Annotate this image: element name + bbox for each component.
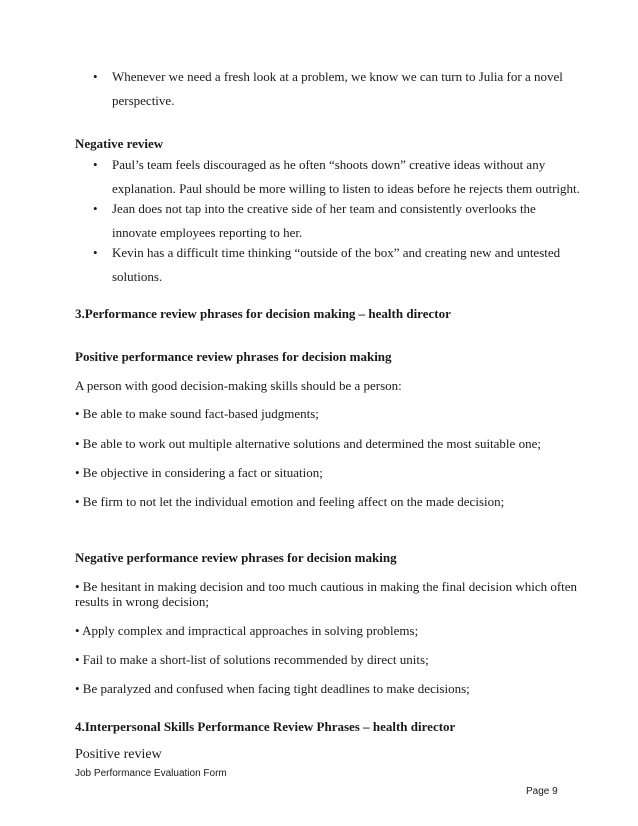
bullet-text: explanation. Paul should be more willing to listen to ideas before he rejects them outright. <box>112 181 580 196</box>
subsection-heading: Positive performance review phrases for decision making <box>75 349 392 364</box>
footer-form-name: Job Performance Evaluation Form <box>75 768 227 779</box>
section-heading: 3.Performance review phrases for decision making – health director <box>75 306 451 321</box>
bullet-text: Kevin has a difficult time thinking “outside of the box” and creating new and untested <box>112 245 561 260</box>
negative-review-heading: Negative review <box>75 136 164 151</box>
intro-text: A person with good decision-making skills should be a person: <box>75 378 402 393</box>
bullet-dot: • <box>93 201 98 216</box>
list-item: • Be firm to not let the individual emotion and feeling affect on the made decision; <box>75 494 505 509</box>
bullet-text: solutions. <box>112 269 163 284</box>
list-item: • Be objective in considering a fact or situation; <box>75 465 323 480</box>
bullet-dot: • <box>93 245 98 260</box>
bullet-text: innovate employees reporting to her. <box>112 225 303 240</box>
subsection-label: Positive review <box>75 747 162 762</box>
bullet-dot: • <box>93 69 98 84</box>
list-item: • Be able to work out multiple alternative solutions and determined the most suitable one; <box>75 436 541 451</box>
bullet-text: Whenever we need a fresh look at a problem, we know we can turn to Julia for a novel <box>112 69 563 84</box>
section-heading: 4.Interpersonal Skills Performance Review Phrases – health director <box>75 719 456 734</box>
list-item: • Apply complex and impractical approaches in solving problems; <box>75 623 419 638</box>
bullet-text: Paul’s team feels discouraged as he often “shoots down” creative ideas without any <box>112 157 546 172</box>
page-number: Page 9 <box>526 786 558 797</box>
list-item: • Be able to make sound fact-based judgments; <box>75 406 319 421</box>
list-item: • Be hesitant in making decision and too much cautious in making the final decision which often <box>75 579 578 594</box>
subsection-heading: Negative performance review phrases for decision making <box>75 550 397 565</box>
bullet-dot: • <box>93 157 98 172</box>
list-item: results in wrong decision; <box>75 594 209 609</box>
bullet-text: perspective. <box>112 93 175 108</box>
list-item: • Be paralyzed and confused when facing tight deadlines to make decisions; <box>75 681 470 696</box>
bullet-text: Jean does not tap into the creative side of her team and consistently overlooks the <box>112 201 536 216</box>
list-item: • Fail to make a short-list of solutions recommended by direct units; <box>75 652 429 667</box>
